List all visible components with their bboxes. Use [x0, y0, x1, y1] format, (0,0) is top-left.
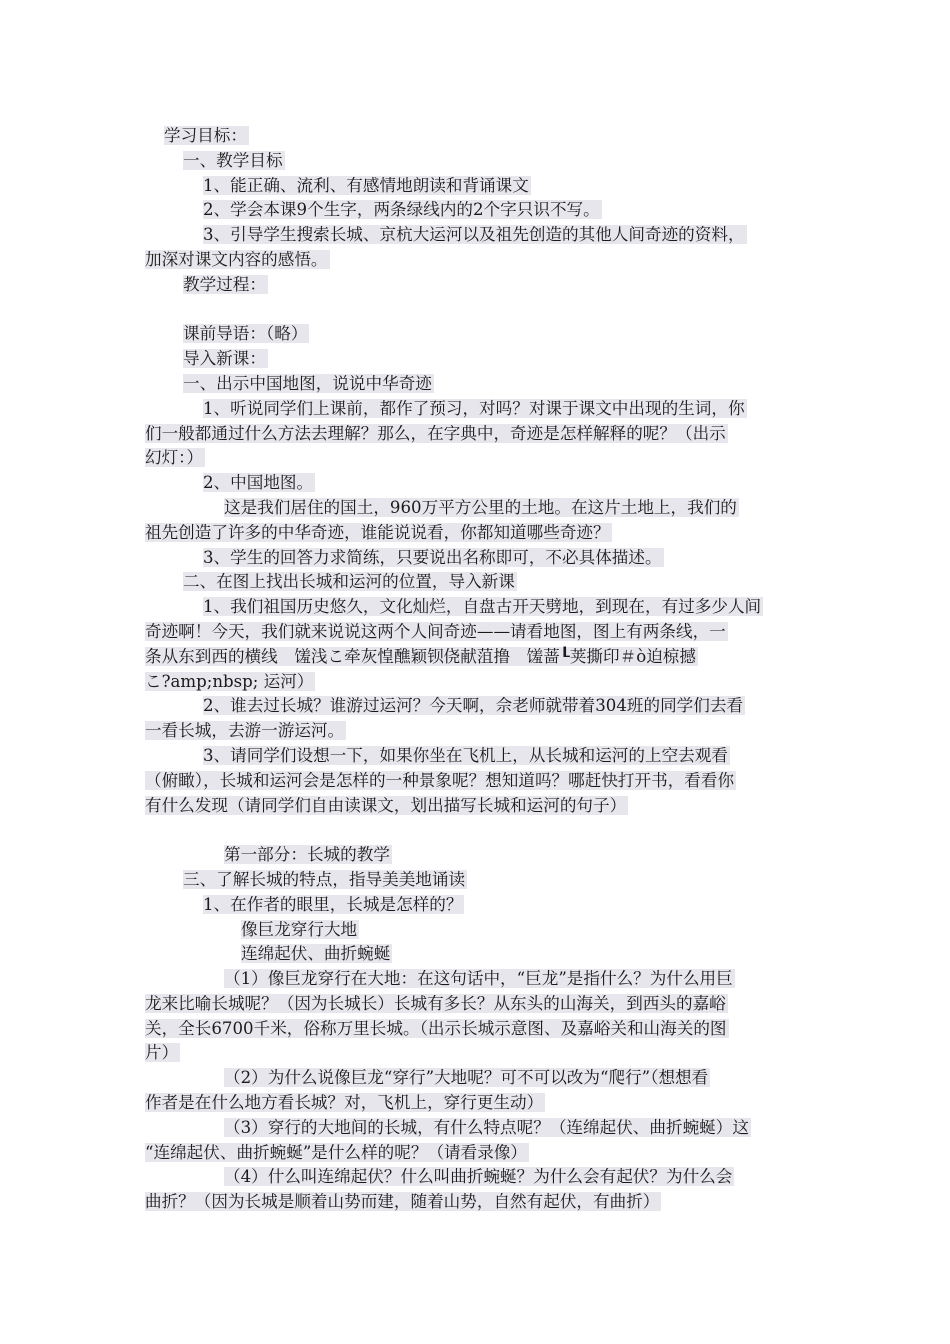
line-text: “连绵起伏、曲折蜿蜒”是什么样的呢？（请看录像）: [145, 1142, 528, 1162]
text-line: [145, 670, 810, 695]
blank-line: [145, 298, 810, 323]
line-text: 学习目标：: [164, 126, 247, 145]
line-text: （2）为什么说像巨龙“穿行”大地呢？可不可以改为“爬行”（想想看: [224, 1068, 709, 1088]
line-text: 第一部分：长城的教学: [224, 845, 390, 865]
text-line: [145, 273, 810, 298]
line-text: 1、我们祖国历史悠久，文化灿烂，自盘古开天劈地，到现在，有过多少人间: [203, 597, 762, 617]
text-line: [145, 248, 810, 273]
text-line: [145, 868, 810, 893]
line-text: 2、学会本课9个生字，两条绿线内的2个字只识不写。: [203, 200, 600, 220]
line-text: 关，全长6700千米，俗称万里长城。（出示长城示意图、及嘉峪关和山海关的图: [145, 1018, 727, 1038]
line-text: こ?amp;nbsp; 运河）: [145, 671, 314, 691]
line-text: 教学过程：: [183, 274, 266, 294]
text-line: [145, 397, 810, 422]
line-text: 连绵起伏、曲折蜿蜒: [241, 944, 391, 964]
line-text: （俯瞰），长城和运河会是怎样的一种景象呢？想知道吗？哪赶快打开书，看看你: [145, 770, 735, 790]
text-line: [145, 1041, 810, 1066]
lesson-plan-text: [145, 124, 810, 1215]
blank-line: [145, 818, 810, 843]
line-text: 条从东到西的横线 馐浅こ牵灰惶醮颖钡侥献菹撸 馐蔷┖荚撕印＃ò迫椋撼: [145, 646, 696, 666]
line-text: 像巨龙穿行大地: [241, 919, 358, 939]
line-text: 祖先创造了许多的中华奇迹，谁能说说看，你都知道哪些奇迹？: [145, 522, 610, 542]
text-line: [145, 744, 810, 769]
line-text: 一、出示中国地图，说说中华奇迹: [183, 373, 432, 393]
text-line: [145, 1165, 810, 1190]
line-text: 三、了解长城的特点，指导美美地诵读: [183, 869, 466, 889]
line-text: 有什么发现（请同学们自由读课文，划出描写长城和运河的句子）: [145, 795, 627, 815]
line-text: 作者是在什么地方看长城？对，飞机上，穿行更生动）: [145, 1093, 544, 1113]
line-text: 一看长城，去游一游运河。: [145, 721, 345, 741]
text-line: [145, 496, 810, 521]
text-line: [145, 595, 810, 620]
line-text: 1、能正确、流利、有感情地朗读和背诵课文: [203, 175, 529, 195]
text-line: [145, 1017, 810, 1042]
text-line: [145, 1190, 810, 1215]
text-line: [145, 149, 810, 174]
line-text: 片）: [145, 1043, 179, 1063]
line-text: 课前导语：（略）: [183, 324, 308, 344]
line-text: 3、学生的回答力求简练，只要说出名称即可，不必具体描述。: [203, 547, 662, 567]
text-line: [145, 1116, 810, 1141]
line-text: 幻灯：）: [145, 448, 204, 468]
text-line: [145, 174, 810, 199]
line-text: 曲折？（因为长城是顺着山势而建，随着山势，自然有起伏，有曲折）: [145, 1192, 660, 1212]
text-line: [145, 893, 810, 918]
line-text: 1、听说同学们上课前，都作了预习，对吗？对课于课文中出现的生词，你: [203, 398, 745, 418]
line-text: 这是我们居住的国土，960万平方公里的土地。在这片土地上，我们的: [224, 497, 737, 517]
line-text: 们一般都通过什么方法去理解？那么，在字典中，奇迹是怎样解释的呢？（出示: [145, 423, 726, 443]
text-line: [145, 347, 810, 372]
line-text: 3、请同学们设想一下，如果你坐在飞机上，从长城和运河的上空去观看: [203, 745, 728, 765]
text-line: [145, 1066, 810, 1091]
line-text: （1）像巨龙穿行在大地：在这句话中，“巨龙”是指什么？为什么用巨: [224, 969, 733, 989]
text-line: [145, 1091, 810, 1116]
line-text: 导入新课：: [183, 349, 266, 369]
line-text: 3、引导学生搜索长城、京杭大运河以及祖先创造的其他人间奇迹的资料，: [203, 225, 745, 245]
text-line: [145, 942, 810, 967]
text-line: [145, 918, 810, 943]
line-text: 2、中国地图。: [203, 473, 314, 493]
line-text: （4）什么叫连绵起伏？什么叫曲折蜿蜒？为什么会有起伏？为什么会: [224, 1167, 733, 1187]
text-line: [145, 694, 810, 719]
line-text: 1、在作者的眼里，长城是怎样的？: [203, 894, 463, 914]
text-line: [145, 570, 810, 595]
text-line: [145, 322, 810, 347]
text-line: [145, 992, 810, 1017]
text-line: [145, 521, 810, 546]
text-line: [145, 645, 810, 670]
text-line: [145, 967, 810, 992]
line-text: （3）穿行的大地间的长城，有什么特点呢？（连绵起伏、曲折蜿蜒）这: [224, 1117, 749, 1137]
text-line: [145, 719, 810, 744]
text-line: [145, 546, 810, 571]
text-line: [145, 471, 810, 496]
line-text: 一、教学目标: [183, 150, 283, 170]
text-line: [145, 1141, 810, 1166]
line-text: 加深对课文内容的感悟。: [145, 249, 328, 269]
line-text: 奇迹啊！今天，我们就来说说这两个人间奇迹——请看地图，图上有两条线，一: [145, 621, 726, 641]
text-line: [145, 422, 810, 447]
line-text: 龙来比喻长城呢？（因为长城长）长城有多长？从东头的山海关，到西头的嘉峪: [145, 993, 726, 1013]
text-line: [145, 620, 810, 645]
text-line: [145, 446, 810, 471]
line-text: 2、谁去过长城？谁游过运河？今天啊，佘老师就带着304班的同学们去看: [203, 696, 744, 716]
text-line: [145, 843, 810, 868]
text-line: [145, 198, 810, 223]
text-line: [145, 223, 810, 248]
text-line: [145, 769, 810, 794]
text-line: [145, 794, 810, 819]
line-text: 二、在图上找出长城和运河的位置，导入新课: [183, 572, 515, 592]
text-line: [145, 372, 810, 397]
text-line: [145, 124, 810, 149]
